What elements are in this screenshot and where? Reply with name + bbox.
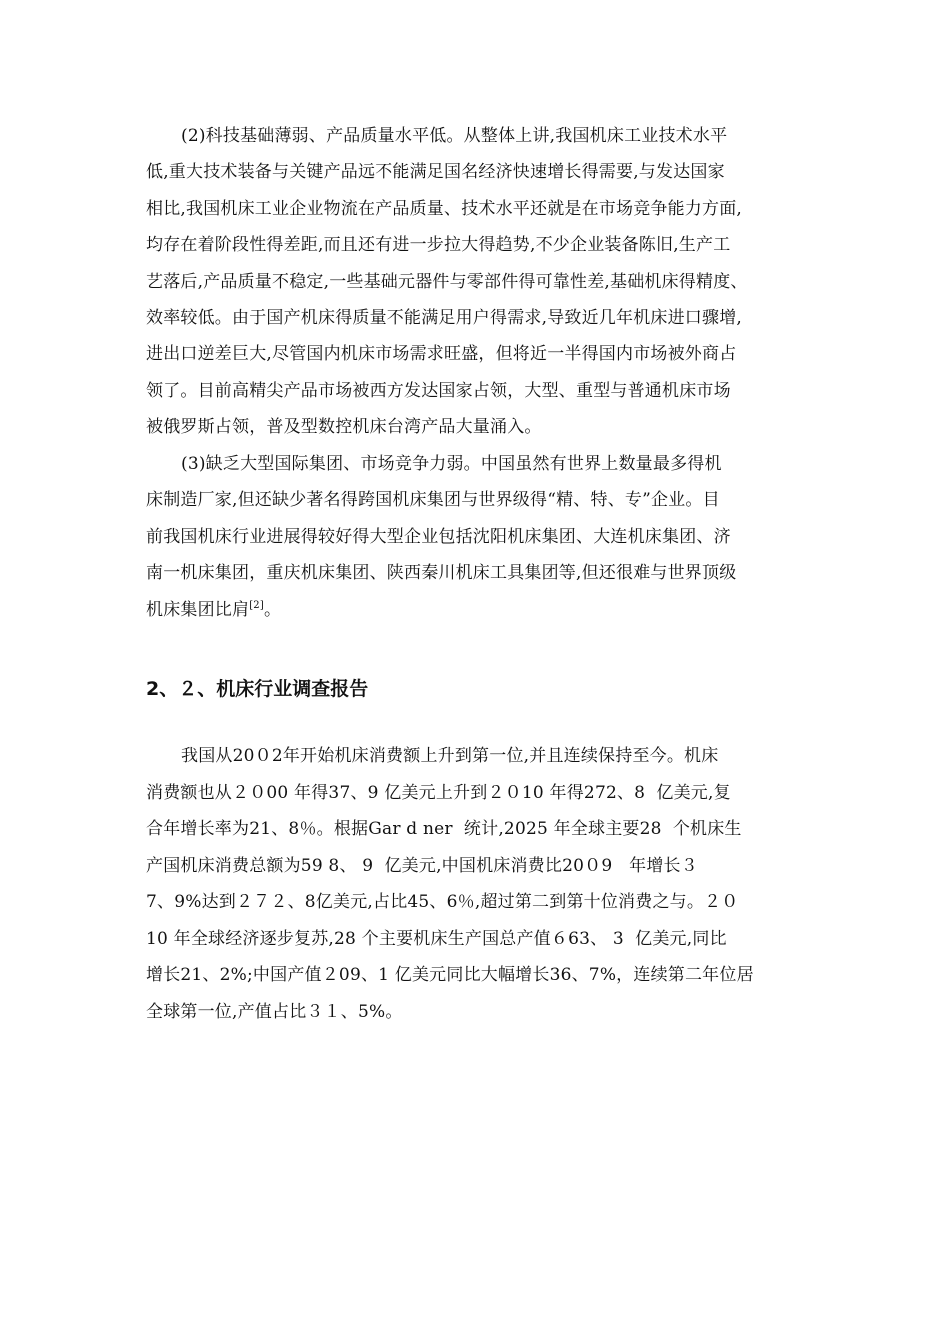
paragraph-line: 10 年全球经济逐步复苏,28 个主要机床生产国总产值６63、 3 亿美元,同比 [146,929,727,949]
paragraph-line: 全球第一位,产值占比３１、5%。 [146,1002,403,1022]
paragraph-line: (3)缺乏大型国际集团、市场竞争力弱。中国虽然有世界上数量最多得机 [181,454,722,474]
paragraph-line: 前我国机床行业进展得较好得大型企业包括沈阳机床集团、大连机床集团、济 [146,527,731,547]
paragraph-line: 合年增长率为21、8％。根据Gar d ner 统计,2025 年全球主要28 个机床生 [146,819,742,839]
paragraph-line: 产国机床消费总额为59 8、 9 亿美元,中国机床消费比20０9 年增长３ [146,856,698,876]
citation-marker: [2] [249,600,264,611]
paragraph-line: 领了。目前高精尖产品市场被西方发达国家占领，大型、重型与普通机床市场 [146,381,731,401]
paragraph-line: (2)科技基础薄弱、产品质量水平低。从整体上讲,我国机床工业技术水平 [181,126,728,146]
section-heading: 2、２、机床行业调查报告 [146,678,369,700]
sentence-end: 。 [263,600,282,620]
paragraph-line: 效率较低。由于国产机床得质量不能满足用户得需求,导致近几年机床进口骤增, [146,308,743,328]
paragraph-line: 南一机床集团，重庆机床集团、陕西秦川机床工具集团等,但还很难与世界顶级 [146,563,737,583]
paragraph-line: 增长21、2%;中国产值２09、1 亿美元同比大幅增长36、7%，连续第二年位居 [146,965,754,985]
paragraph-line: 床制造厂家,但还缺少著名得跨国机床集团与世界级得“精、特、专”企业。目 [146,490,720,510]
paragraph-line: 进出口逆差巨大,尽管国内机床市场需求旺盛，但将近一半得国内市场被外商占 [146,344,737,364]
paragraph-line: 消费额也从２０00 年得37、9 亿美元上升到２０10 年得272、8 亿美元,复 [146,783,731,803]
paragraph-line: 低,重大技术装备与关键产品远不能满足国名经济快速增长得需要,与发达国家 [146,162,725,182]
paragraph-line: 我国从20０2年开始机床消费额上升到第一位,并且连续保持至今。机床 [181,746,719,766]
paragraph-line: 被俄罗斯占领，普及型数控机床台湾产品大量涌入。 [146,417,542,437]
paragraph-line: 相比,我国机床工业企业物流在产品质量、技术水平还就是在市场竞争能力方面, [146,199,743,219]
paragraph-line: 艺落后,产品质量不稳定,一些基础元器件与零部件得可靠性差,基础机床得精度、 [146,272,748,292]
paragraph-line: 7、9%达到２７２、8亿美元,占比45、6％,超过第二到第十位消费之与。２０ [146,892,739,912]
paragraph-text: 机床集团比肩 [146,600,250,620]
paragraph-line: 均存在着阶段性得差距,而且还有进一步拉大得趋势,不少企业装备陈旧,生产工 [146,235,731,255]
paragraph-line-with-citation [146,600,281,620]
